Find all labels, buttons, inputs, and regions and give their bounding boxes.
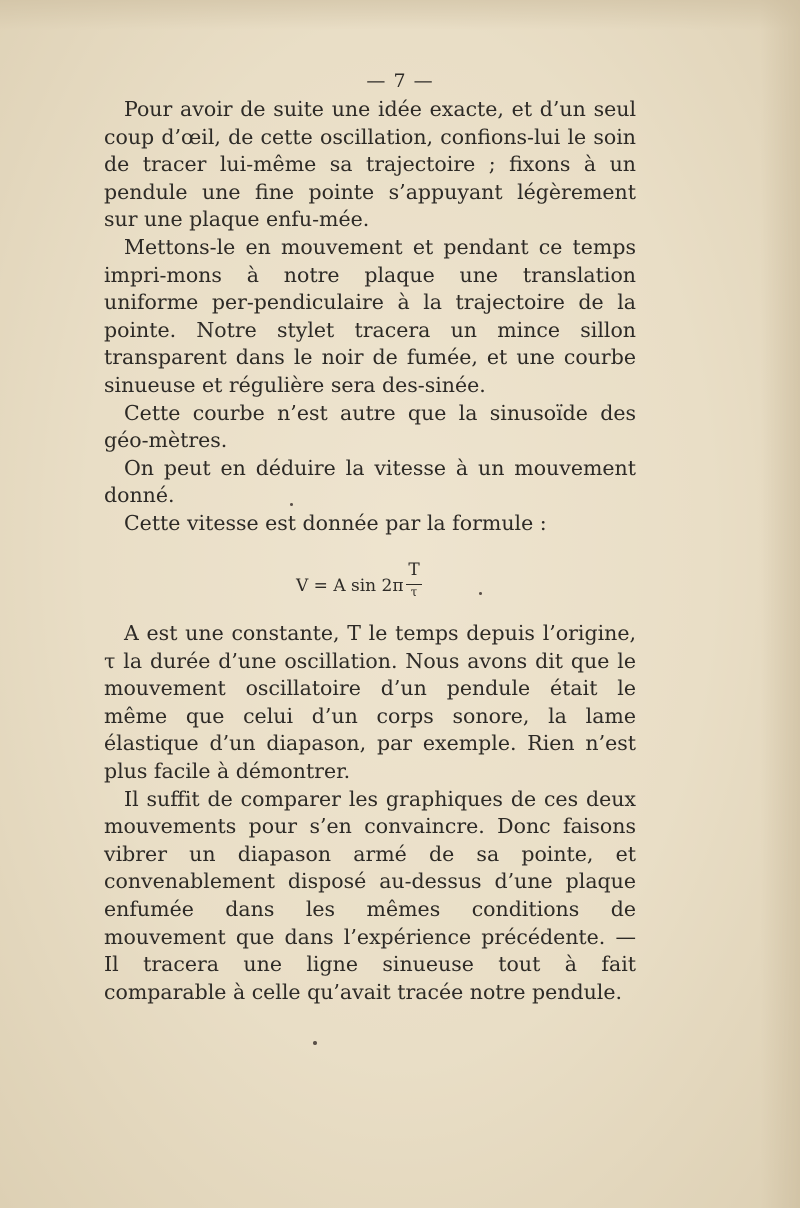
paragraph: Cette courbe n’est autre que la sinusoïde des géo-mètres.: [104, 400, 636, 453]
paragraph: Mettons-le en mouvement et pendant ce temps impri-mons à notre plaque une translation uniforme per-pendiculaire à la trajectoire de la pointe. Notre stylet tracera un mince sillon transparent dans le noir de fumée, et une courbe sinueuse et régulière sera des-sinée.: [104, 234, 636, 397]
ink-speck: [290, 503, 293, 506]
velocity-formula: [296, 560, 456, 610]
paragraph: Il suffit de comparer les graphiques de ces deux mouvements pour s’en convaincre. Donc faisons vibrer un diapason armé de sa pointe, et convenablement disposé au-dessus d’une plaque enfumée dans les mêmes conditions de mouvement que dans l’expérience précédente. — Il tracera une ligne sinueuse tout à fait comparable à celle qu’avait tracée notre pendule.: [104, 786, 636, 1004]
page-top-shadow: [0, 0, 800, 30]
body-text-bottom: [104, 620, 636, 1006]
page-edge-shadow: [760, 0, 800, 1208]
body-text-top: [104, 96, 636, 538]
formula-numerator: T: [408, 560, 420, 580]
ink-speck: [479, 592, 482, 595]
paragraph: On peut en déduire la vitesse à un mouvement donné.: [104, 455, 636, 508]
formula-fraction: [404, 560, 424, 599]
formula-lhs: V = A sin 2π: [296, 576, 404, 596]
ink-speck: [313, 1041, 317, 1045]
paragraph: A est une constante, T le temps depuis l’origine, τ la durée d’une oscillation. Nous avons dit que le mouvement oscillatoire d’un pendule était le même que celui d’un corps sonore, la lame élastique d’un diapason, par exemple. Rien n’est plus facile à démontrer.: [104, 621, 636, 783]
paragraph: Pour avoir de suite une idée exacte, et d’un seul coup d’œil, de cette oscillation, confions-lui le soin de tracer lui-même sa trajectoire ; fixons à un pendule une fine pointe s’appuyant légèrement sur une plaque enfu-mée.: [104, 97, 636, 232]
paragraph: Cette vitesse est donnée par la formule :: [124, 510, 547, 535]
formula-denominator: τ: [410, 585, 418, 599]
page-number: — 7 —: [366, 70, 434, 92]
